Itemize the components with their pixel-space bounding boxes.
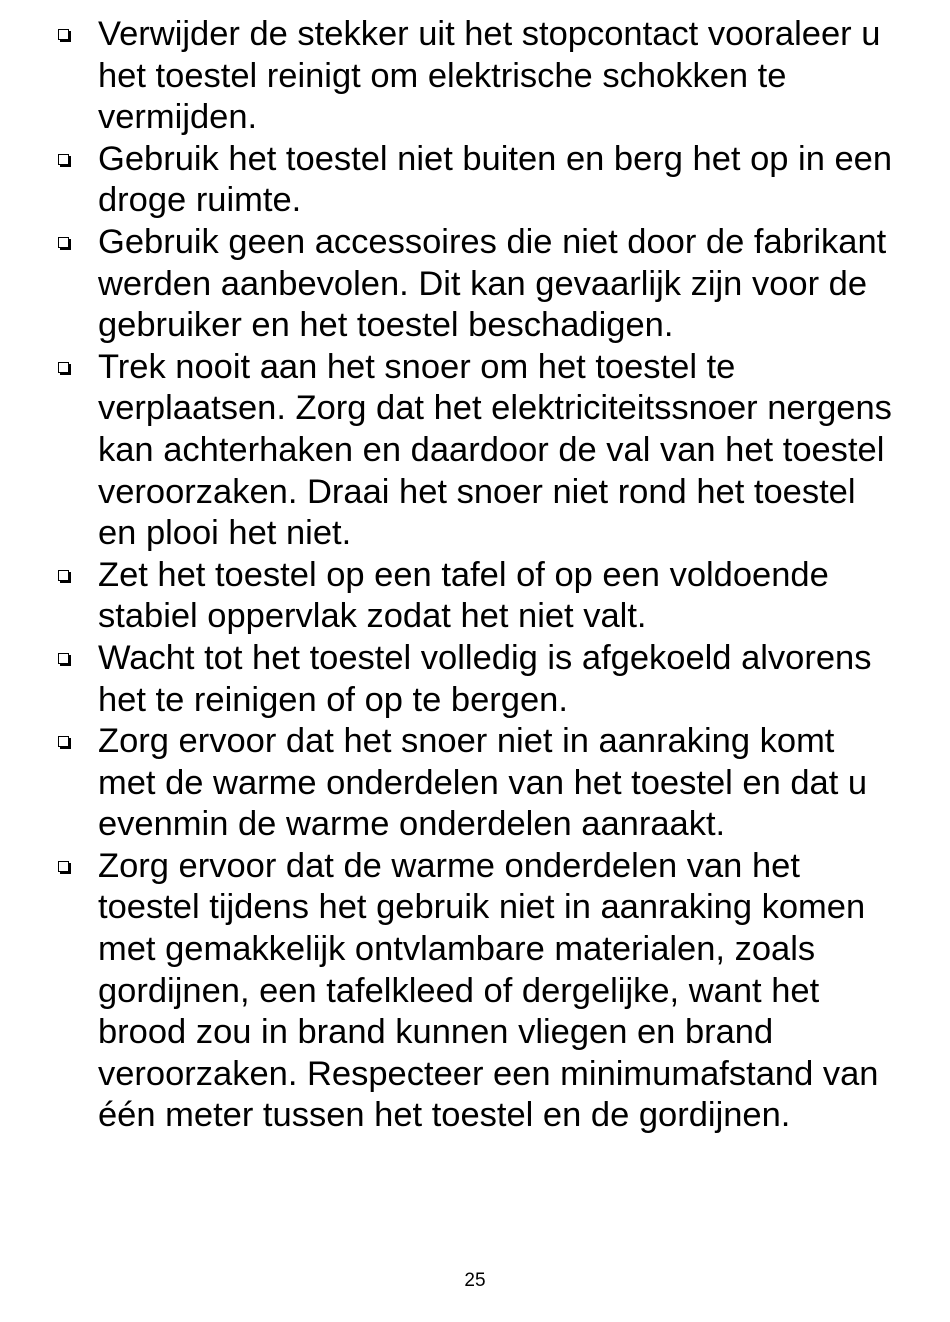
list-item xyxy=(0,139,950,222)
list-item-text: Trek nooit aan het snoer om het toestel te verplaatsen. Zorg dat het elektriciteitssnoer nergens kan achterhaken en daardoor de val van het toestel veroorzaken. Draai het snoer niet rond het toestel en plooi het niet. xyxy=(98,347,892,553)
list-item xyxy=(0,721,950,846)
list-item xyxy=(0,846,950,1137)
list-item-text: Zorg ervoor dat de warme onderdelen van het toestel tijdens het gebruik niet in aanraking komen met gemakkelijk ontvlambare materialen, zoals gordijnen, een tafelkleed of dergelijke, want het brood zou in brand kunnen vliegen en brand veroorzaken. Respecteer een minimumafstand van één meter tussen het toestel en de gordijnen. xyxy=(98,846,879,1135)
page-number: 25 xyxy=(464,1270,486,1291)
list-item-text: Zorg ervoor dat het snoer niet in aanraking komt met de warme onderdelen van het toestel en dat u evenmin de warme onderdelen aanraakt. xyxy=(98,722,868,844)
checkbox-square-icon xyxy=(58,570,69,581)
checkbox-square-icon xyxy=(58,653,69,664)
list-item xyxy=(0,638,950,721)
list-item-text: Verwijder de stekker uit het stopcontact vooraleer u het toestel reinigt om elektrische schokken te vermijden. xyxy=(98,15,881,137)
list-item xyxy=(0,222,950,347)
list-item-text: Wacht tot het toestel volledig is afgekoeld alvorens het te reinigen of op te bergen. xyxy=(98,638,872,719)
checkbox-square-icon xyxy=(58,154,69,165)
safety-instructions-list xyxy=(0,14,950,1137)
list-item xyxy=(0,347,950,555)
list-item-text: Zet het toestel op een tafel of op een voldoende stabiel oppervlak zodat het niet valt. xyxy=(98,555,829,636)
list-item-text: Gebruik het toestel niet buiten en berg het op in een droge ruimte. xyxy=(98,139,893,220)
checkbox-square-icon xyxy=(58,29,69,40)
list-item xyxy=(0,555,950,638)
checkbox-square-icon xyxy=(58,861,69,872)
list-item-text: Gebruik geen accessoires die niet door de fabrikant werden aanbevolen. Dit kan gevaarlijk zijn voor de gebruiker en het toestel beschadigen. xyxy=(98,222,887,345)
checkbox-square-icon xyxy=(58,736,69,747)
list-item xyxy=(0,14,950,139)
checkbox-square-icon xyxy=(58,362,69,373)
checkbox-square-icon xyxy=(58,237,69,248)
